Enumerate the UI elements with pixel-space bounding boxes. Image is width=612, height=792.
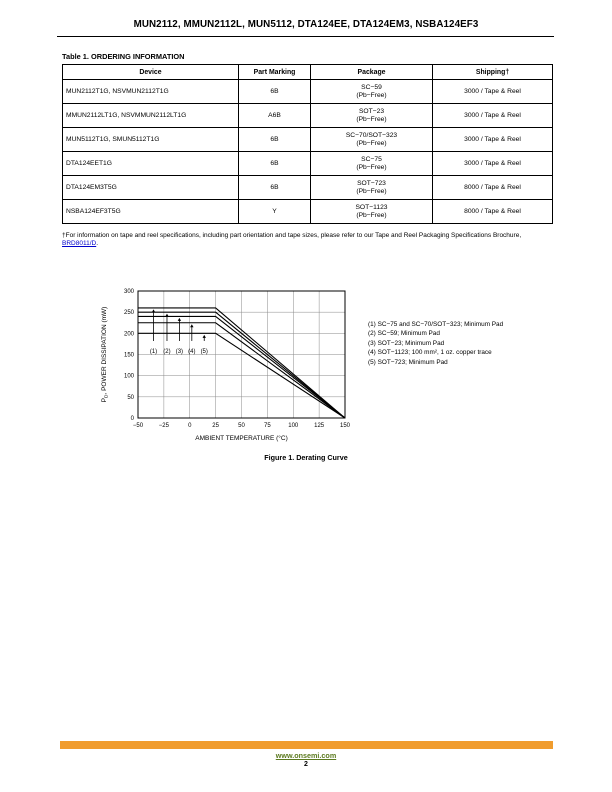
svg-text:(5): (5) bbox=[200, 348, 208, 355]
package-pbfree: (Pb−Free) bbox=[356, 91, 387, 99]
table-row bbox=[63, 80, 553, 104]
svg-text:250: 250 bbox=[123, 310, 134, 317]
svg-text:AMBIENT TEMPERATURE (°C): AMBIENT TEMPERATURE (°C) bbox=[195, 435, 288, 442]
device-cell: MMUN2112LT1G, NSVMMUN2112LT1G bbox=[63, 104, 239, 128]
footnote-period: . bbox=[96, 239, 99, 247]
package-name: SC−59 bbox=[361, 83, 382, 91]
column-header-marking: Part Marking bbox=[239, 65, 311, 80]
package-cell bbox=[311, 80, 433, 104]
svg-text:200: 200 bbox=[123, 331, 134, 338]
tape-reel-footnote bbox=[62, 232, 556, 248]
title-divider bbox=[57, 36, 554, 37]
package-cell bbox=[311, 200, 433, 224]
package-name: SC−70/SOT−323 bbox=[345, 131, 398, 139]
page-number: 2 bbox=[304, 761, 308, 768]
table-row bbox=[63, 128, 553, 152]
marking-cell: Y bbox=[239, 200, 311, 224]
package-pbfree: (Pb−Free) bbox=[356, 211, 387, 219]
svg-text:−25: −25 bbox=[158, 423, 169, 429]
legend-item-2: (2) SC−59; Minimum Pad bbox=[368, 330, 440, 338]
marking-cell: A6B bbox=[239, 104, 311, 128]
svg-text:(2): (2) bbox=[163, 348, 171, 355]
svg-text:125: 125 bbox=[314, 423, 325, 429]
svg-text:(4): (4) bbox=[188, 348, 196, 355]
shipping-cell: 3000 / Tape & Reel bbox=[433, 152, 553, 176]
package-name: SC−75 bbox=[361, 155, 382, 163]
table-row bbox=[63, 104, 553, 128]
footnote-text: †For information on tape and reel specifications, including part orientation and tape sizes, please refer to our Tape and Reel Packaging Specifications Brochure, bbox=[62, 232, 522, 239]
shipping-cell: 8000 / Tape & Reel bbox=[433, 176, 553, 200]
figure-caption: Figure 1. Derating Curve bbox=[264, 453, 348, 462]
svg-text:150: 150 bbox=[123, 352, 134, 359]
brd8011-link[interactable]: BRD8011/D bbox=[62, 239, 97, 247]
marking-cell: 6B bbox=[239, 152, 311, 176]
footer-orange-bar bbox=[60, 741, 553, 749]
shipping-cell: 3000 / Tape & Reel bbox=[433, 80, 553, 104]
marking-cell: 6B bbox=[239, 80, 311, 104]
package-cell bbox=[311, 176, 433, 200]
shipping-cell: 3000 / Tape & Reel bbox=[433, 128, 553, 152]
ordering-table-title: Table 1. ORDERING INFORMATION bbox=[62, 52, 185, 61]
table-row bbox=[63, 200, 553, 224]
svg-text:PD, POWER DISSIPATION (mW): $P_D$, POWER DISSIPATION (mW) bbox=[101, 306, 110, 403]
column-header-package: Package bbox=[311, 65, 433, 80]
package-pbfree: (Pb−Free) bbox=[356, 187, 387, 195]
legend-item-5: (5) SOT−723; Minimum Pad bbox=[368, 358, 448, 366]
derating-curve-chart bbox=[95, 278, 365, 450]
legend-item-4: (4) SOT−1123; 100 mm², 1 oz. copper trace bbox=[368, 349, 492, 357]
column-header-shipping: Shipping† bbox=[433, 65, 553, 80]
shipping-cell: 3000 / Tape & Reel bbox=[433, 104, 553, 128]
legend-item-1: (1) SC−75 and SC−70/SOT−323; Minimum Pad bbox=[368, 321, 504, 328]
package-cell bbox=[311, 104, 433, 128]
marking-cell: 6B bbox=[239, 128, 311, 152]
chart-legend bbox=[368, 320, 568, 367]
package-cell bbox=[311, 152, 433, 176]
package-cell bbox=[311, 128, 433, 152]
svg-text:0: 0 bbox=[188, 423, 192, 429]
svg-text:(3): (3) bbox=[175, 348, 184, 355]
table-row bbox=[63, 176, 553, 200]
svg-text:0: 0 bbox=[130, 416, 134, 422]
derating-curve-svg bbox=[95, 278, 365, 450]
device-cell: DTA124EET1G bbox=[63, 152, 239, 176]
device-cell: MUN2112T1G, NSVMUN2112T1G bbox=[63, 80, 239, 104]
column-header-device: Device bbox=[63, 65, 239, 80]
svg-text:100: 100 bbox=[123, 373, 134, 380]
device-cell: MUN5112T1G, SMUN5112T1G bbox=[63, 128, 239, 152]
footer-website-link bbox=[0, 751, 612, 760]
package-name: SOT−23 bbox=[358, 107, 385, 115]
onsemi-link[interactable]: www.onsemi.com bbox=[275, 751, 337, 760]
shipping-cell: 8000 / Tape & Reel bbox=[433, 200, 553, 224]
package-pbfree: (Pb−Free) bbox=[356, 163, 387, 171]
package-pbfree: (Pb−Free) bbox=[356, 139, 387, 147]
svg-text:25: 25 bbox=[212, 423, 219, 429]
svg-text:300: 300 bbox=[123, 289, 134, 295]
device-cell: DTA124EM3T5G bbox=[63, 176, 239, 200]
package-name: SOT−723 bbox=[357, 179, 386, 187]
package-name: SOT−1123 bbox=[355, 203, 388, 211]
table-row bbox=[63, 152, 553, 176]
package-pbfree: (Pb−Free) bbox=[356, 115, 387, 123]
table-header-row bbox=[63, 65, 553, 80]
svg-text:50: 50 bbox=[127, 394, 134, 401]
svg-text:(1): (1) bbox=[149, 348, 158, 355]
page-title: MUN2112, MMUN2112L, MUN5112, DTA124EE, DTA124EM3, NSBA124EF3 bbox=[133, 19, 479, 30]
svg-text:100: 100 bbox=[288, 423, 299, 429]
svg-text:75: 75 bbox=[264, 423, 271, 429]
svg-text:50: 50 bbox=[238, 423, 245, 429]
legend-item-3: (3) SOT−23; Minimum Pad bbox=[368, 339, 445, 347]
ordering-information-table bbox=[62, 64, 553, 224]
svg-text:150: 150 bbox=[339, 423, 351, 429]
device-cell: NSBA124EF3T5G bbox=[63, 200, 239, 224]
marking-cell: 6B bbox=[239, 176, 311, 200]
svg-text:−50: −50 bbox=[132, 423, 144, 429]
